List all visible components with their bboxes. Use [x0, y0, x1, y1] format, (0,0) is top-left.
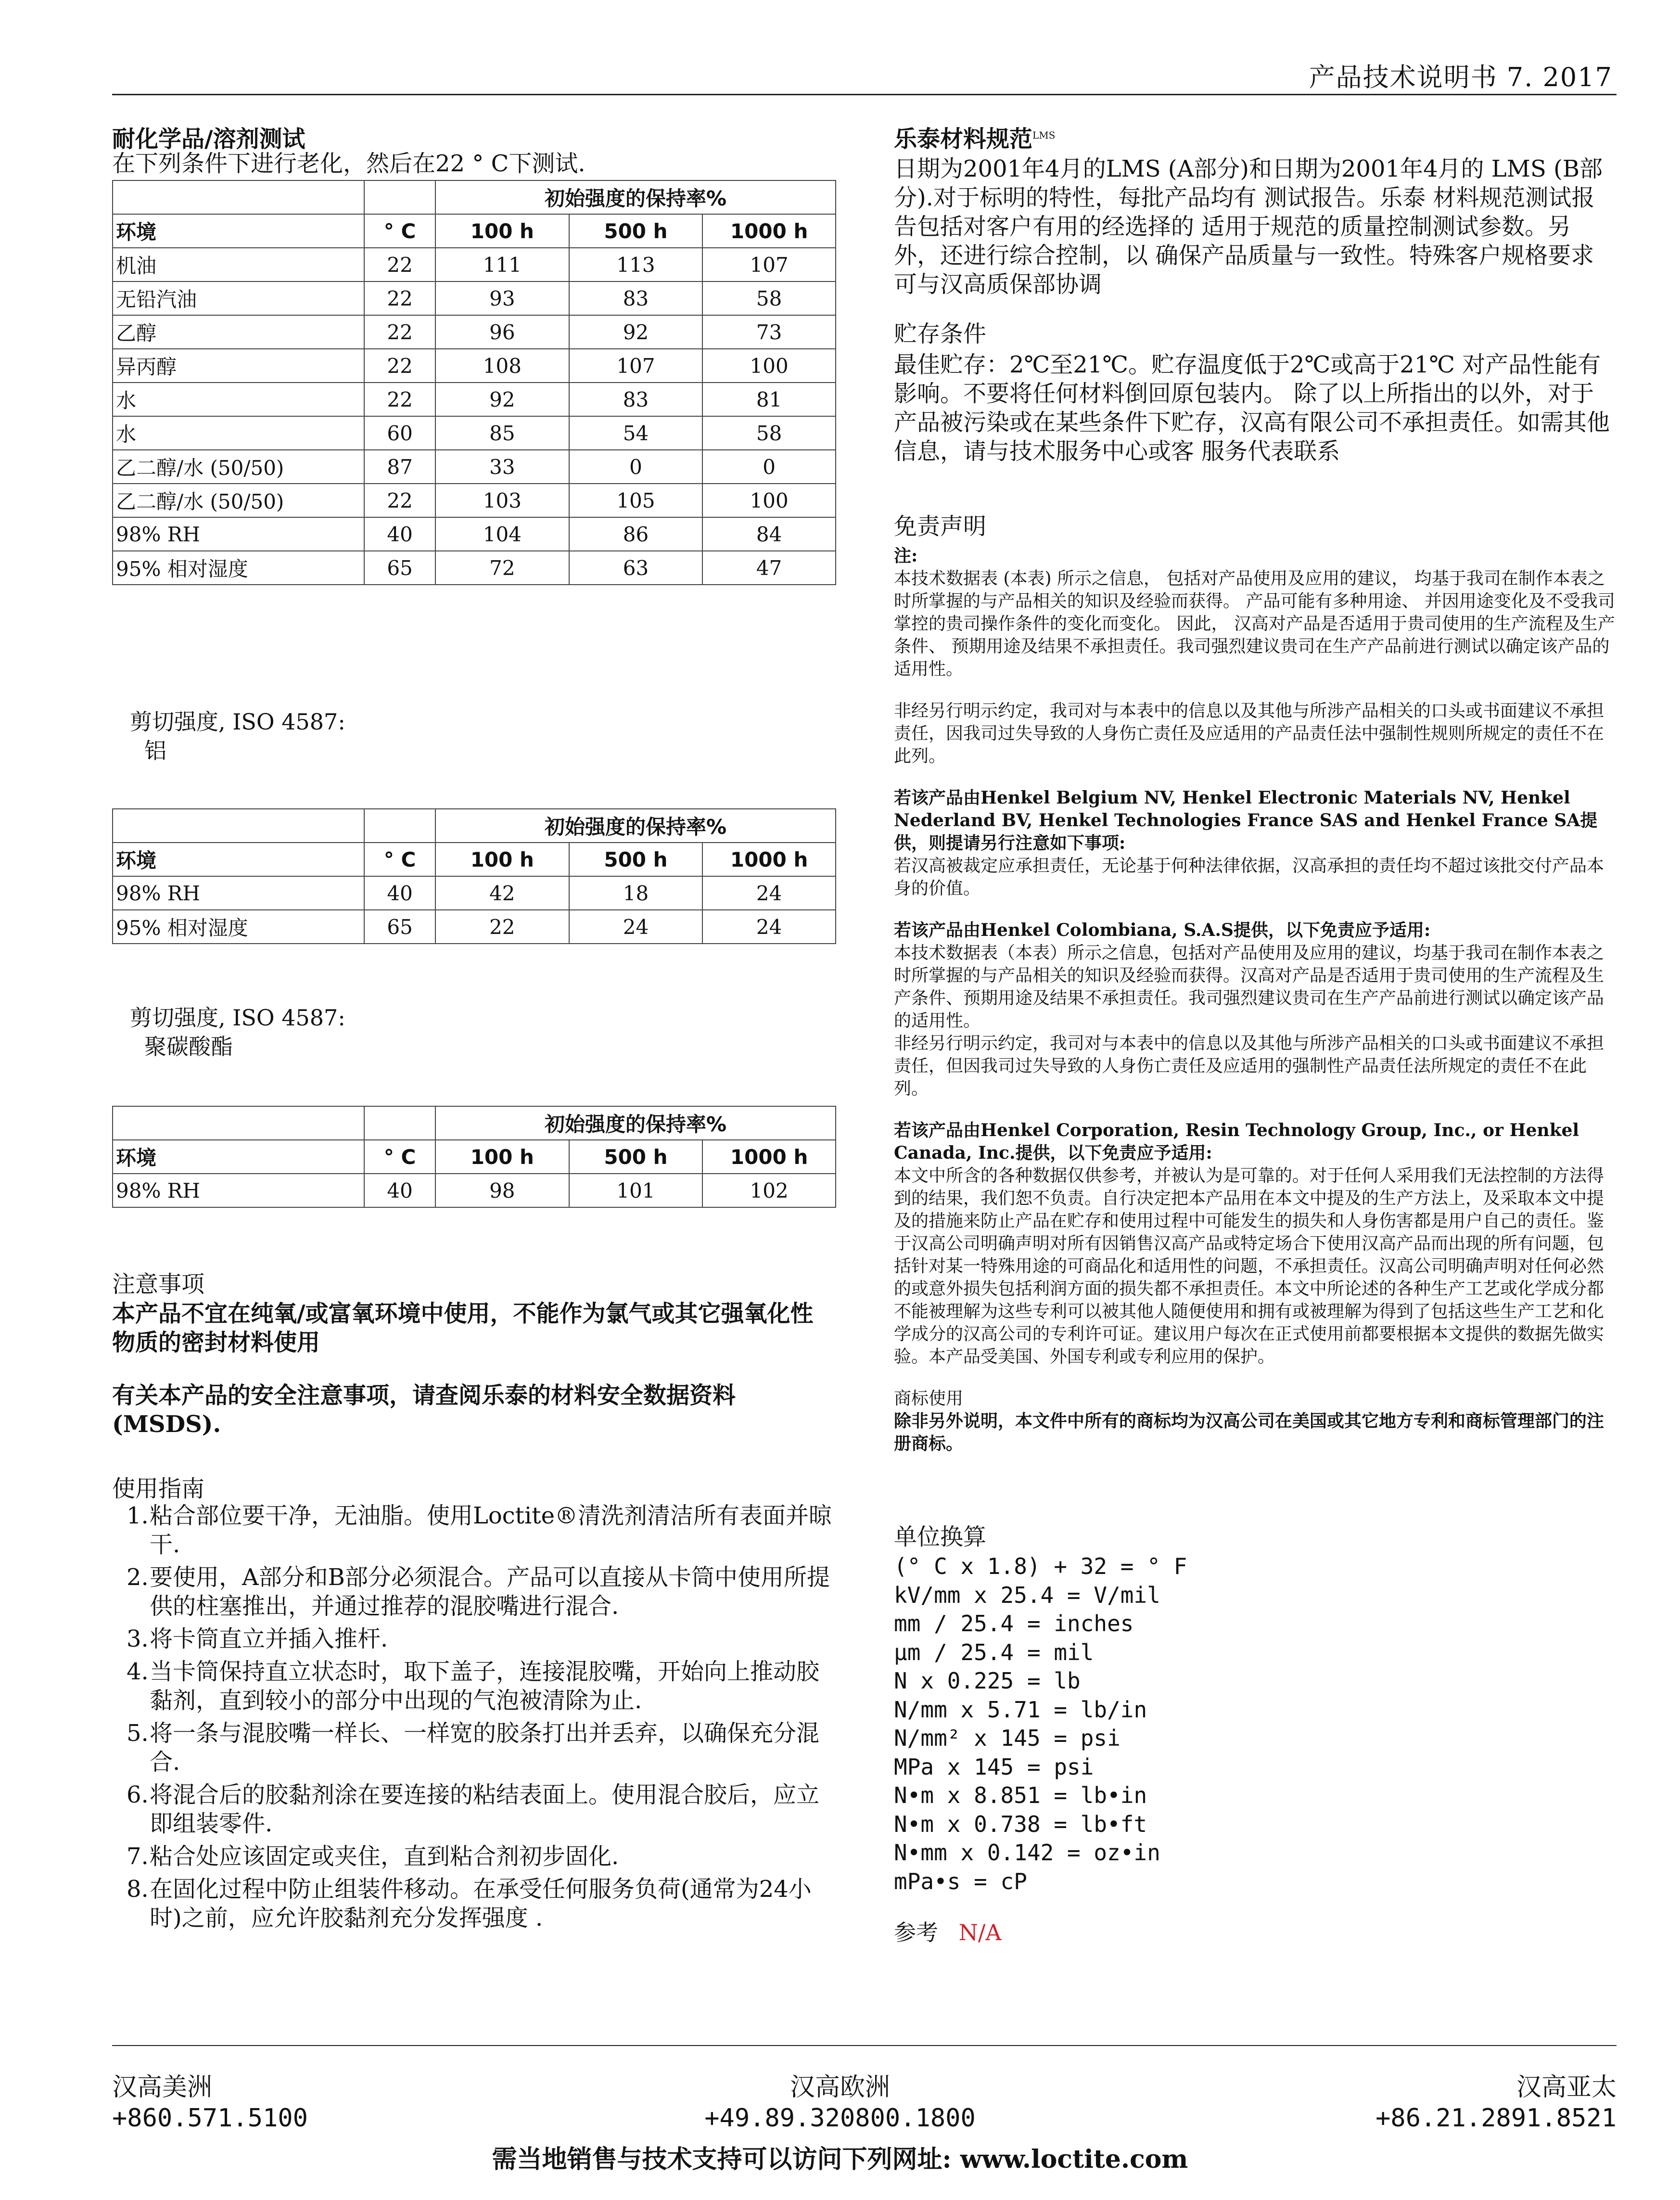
table-row	[113, 450, 836, 484]
cell-environment: 乙二醇/水 (50/50)	[113, 484, 364, 517]
disclaimer-paragraph-1: 本技术数据表 (本表) 所示之信息， 包括对产品使用及应用的建议， 均基于我司在制作本表之时所掌握的与产品相关的知识及经验而获得。 产品可能有多种用途、 并因用途变化及不受我司掌控的贵司操作条件的变化而变化。 因此， 汉高对产品是否适用于贵司使用的生产流程及生产条件、 预期用途及结果不承担责任。我司强烈建议贵司在生产产品前进行测试以确定该产品的适用性。	[894, 569, 1615, 679]
cell-value: 60	[364, 416, 435, 450]
col-header-temp: ° C	[364, 214, 435, 248]
guide-step-number: 8.	[127, 1876, 149, 1903]
cell-value: 102	[702, 1174, 836, 1207]
cell-value: 65	[364, 910, 435, 944]
footer-website-line: 需当地销售与技术支持可以访问下列网址: www.loctite.com	[492, 2145, 1188, 2174]
cell-value: 107	[702, 248, 836, 281]
footer-europe-label: 汉高欧洲	[789, 2073, 890, 2102]
disclaimer-us-text: 本文中所含的各种数据仅供参考，并被认为是可靠的。对于任何人采用我们无法控制的方法得到的结果，我们恕不负责。自行决定把本产品用在本文中提及的生产方法上，及采取本文中提及的措施来防止产品在贮存和使用过程中可能发生的损失和人身伤害都是用户自己的责任。鉴于汉高公司明确声明对所有因销售汉高产品或特定场合下使用汉高产品而出现的所有问题，包括针对某一特殊用途的可商品化和适用性的问题，不承担责任。汉高公司明确声明对任何必然的或意外损失包括利润方面的损失都不承担责任。本文中所论述的各种生产工艺或化学成分都不能被理解为这些专利可以被其他人随便使用和拥有或被理解为得到了包括这些生产工艺和化学成分的汉高公司的专利许可证。建议用户每次在正式使用前都要根据本文提供的数据先做实验。本产品受美国、外国专利或专利应用的保护。	[894, 1166, 1604, 1367]
col-header-temp: ° C	[364, 843, 435, 876]
table-row	[113, 349, 836, 383]
table-row	[113, 383, 836, 416]
guide-step-text: 要使用，A部分和B部分必须混合。产品可以直接从卡筒中使用所提供的柱塞推出，并通过推荐的混胶嘴进行混合.	[150, 1564, 830, 1620]
cell-value: 92	[435, 383, 569, 416]
cell-value: 24	[702, 876, 836, 910]
cell-value: 72	[435, 551, 569, 585]
table-row	[113, 910, 836, 944]
cell-value: 81	[702, 383, 836, 416]
disclaimer-eu-text: 若汉高被裁定应承担责任，无论基于何种法律依据，汉高承担的责任均不超过该批交付产品本身的价值。	[894, 856, 1604, 898]
table-row	[113, 484, 836, 517]
cell-value: 113	[569, 248, 703, 281]
cell-value: 63	[569, 551, 703, 585]
cell-environment: 98% RH	[113, 876, 364, 910]
guide-step-number: 3.	[127, 1625, 149, 1652]
guide-step-number: 7.	[127, 1843, 149, 1870]
substrate-polycarbonate: 聚碳酸酯	[144, 1034, 233, 1060]
lms-text: 日期为2001年4月的LMS (A部分)和日期为2001年4月的 LMS (B部分).对于标明的特性，每批产品均有 测试报告。乐泰 材料规范测试报告包括对客户有用的经选择的 适用于规范的质量控制测试参数。另外，还进行综合控制，以 确保产品质量与一致性。特殊客户规格要求可与汉高质保部协调	[894, 155, 1603, 298]
unit-conversion-line: kV/mm x 25.4 = V/mil	[894, 1582, 1160, 1608]
cell-value: 22	[364, 349, 435, 383]
guide-step-number: 2.	[127, 1564, 149, 1591]
guide-step	[112, 1624, 836, 1653]
cell-value: 40	[364, 517, 435, 551]
guide-title: 使用指南	[112, 1475, 205, 1502]
cell-value: 47	[702, 551, 836, 585]
guide-list-wrap	[112, 1501, 836, 1936]
storage-text: 最佳贮存：2℃至21℃。贮存温度低于2℃或高于21℃ 对产品性能有影响。不要将任何材料倒回原包装内。 除了以上所指出的以外，对于产品被污染或在某些条件下贮存，汉高有限公司不承担责任。如需其他信息，请与技术服务中心或客 服务代表联系	[894, 351, 1610, 465]
cell-value: 0	[702, 450, 836, 484]
col-header-1000h: 1000 h	[702, 843, 836, 876]
cell-environment: 乙醇	[113, 315, 364, 349]
col-header-env: 环境	[113, 1140, 364, 1174]
footer-americas-phone: +860.571.5100	[112, 2104, 308, 2133]
cell-value: 54	[569, 416, 703, 450]
cell-value: 42	[435, 876, 569, 910]
disclaimer-eu-heading: 若该产品由Henkel Belgium NV, Henkel Electronic Materials NV, Henkel Nederland BV, Henkel Technologies France SAS and Henkel France SA提供，则提请另行注意如下事项:	[894, 788, 1598, 853]
table-row	[113, 281, 836, 315]
unit-conversion-line: mPa•s = cP	[894, 1868, 1027, 1894]
reference-label: 参考	[894, 1919, 938, 1945]
table-row	[113, 551, 836, 585]
storage-section	[894, 315, 1616, 466]
disclaimer-colombia-heading: 若该产品由Henkel Colombiana, S.A.S提供，以下免责应予适用:	[894, 920, 1431, 940]
col-header-500h: 500 h	[569, 843, 703, 876]
cell-environment: 95% 相对湿度	[113, 910, 364, 944]
disclaimer-us-heading: 若该产品由Henkel Corporation, Resin Technology Group, Inc., or Henkel Canada, Inc.提供，以下免责应予适用:	[894, 1120, 1579, 1163]
guide-step-text: 将一条与混胶嘴一样长、一样宽的胶条打出并丢弃，以确保充分混合.	[150, 1720, 820, 1776]
guide-step-text: 在固化过程中防止组装件移动。在承受任何服务负荷(通常为24小时)之前，应允许胶黏剂充分发挥强度 .	[150, 1876, 812, 1931]
unit-conversion-line: μm / 25.4 = mil	[894, 1639, 1094, 1665]
table-row	[113, 1174, 836, 1207]
cell-value: 58	[702, 281, 836, 315]
cell-value: 22	[364, 315, 435, 349]
guide-step	[112, 1842, 836, 1871]
guide-step	[112, 1657, 836, 1715]
cell-value: 104	[435, 517, 569, 551]
guide-step	[112, 1875, 836, 1932]
storage-title: 贮存条件	[894, 320, 987, 347]
substrate-aluminum: 铝	[144, 738, 166, 764]
disclaimer-colombia-text-1: 本技术数据表（本表）所示之信息，包括对产品使用及应用的建议，均基于我司在制作本表之时所掌握的与产品相关的知识及经验而获得。汉高对产品是否适用于贵司使用的生产流程及生产条件、预期用途及结果不承担责任。我司强烈建议贵司在生产产品前进行测试以确定该产品的适用性。	[894, 943, 1604, 1031]
col-header-temp: ° C	[364, 1140, 435, 1174]
guide-list	[112, 1501, 836, 1932]
col-header-1000h: 1000 h	[702, 1140, 836, 1174]
table-row	[113, 876, 836, 910]
cell-value: 22	[435, 910, 569, 944]
guide-step-number: 1.	[127, 1502, 149, 1529]
footer-asia-label: 汉高亚太	[1516, 2073, 1616, 2102]
cell-value: 92	[569, 315, 703, 349]
col-header-1000h: 1000 h	[702, 214, 836, 248]
cell-value: 93	[435, 281, 569, 315]
shear-strength-label: 剪切强度, ISO 4587:	[130, 1005, 345, 1031]
footer-asia-phone: +86.21.2891.8521	[1375, 2104, 1616, 2133]
disclaimer-colombia-text-2: 非经另行明示约定，我司对与本表中的信息以及其他与所涉产品相关的口头或书面建议不承担责任，但因我司过失导致的人身伤亡责任及应适用的强制性产品责任法所规定的责任不在此列。	[894, 1034, 1604, 1099]
resistance-table-3	[112, 1106, 836, 1208]
cell-value: 100	[702, 484, 836, 517]
cell-value: 22	[364, 383, 435, 416]
lms-title: 乐泰材料规范	[894, 126, 1033, 153]
cell-value: 83	[569, 383, 703, 416]
cell-value: 40	[364, 1174, 435, 1207]
cell-environment: 异丙醇	[113, 349, 364, 383]
cell-value: 33	[435, 450, 569, 484]
guide-step	[112, 1719, 836, 1777]
table-span-header: 初始强度的保持率%	[435, 1106, 836, 1140]
chem-test-title: 耐化学品/溶剂测试	[112, 126, 305, 153]
cell-value: 108	[435, 349, 569, 383]
unit-conversion-line: MPa x 145 = psi	[894, 1753, 1094, 1780]
cell-value: 101	[569, 1174, 703, 1207]
cautions-text-oxygen: 本产品不宜在纯氧/或富氧环境中使用，不能作为氯气或其它强氧化性物质的密封材料使用	[112, 1300, 814, 1356]
unit-conversion-line: N/mm x 5.71 = lb/in	[894, 1696, 1147, 1723]
trademark-title: 商标使用	[894, 1389, 964, 1408]
col-header-500h: 500 h	[569, 1140, 703, 1174]
cell-value: 103	[435, 484, 569, 517]
table-row	[113, 315, 836, 349]
cell-value: 24	[569, 910, 703, 944]
guide-step-number: 4.	[127, 1658, 149, 1685]
cell-value: 111	[435, 248, 569, 281]
unit-conversion-line: N•mm x 0.142 = oz•in	[894, 1840, 1160, 1866]
guide-step-number: 6.	[127, 1781, 149, 1808]
table-span-header: 初始强度的保持率%	[435, 809, 836, 843]
table-row	[113, 248, 836, 281]
footer-europe-phone: +49.89.320800.1800	[704, 2104, 976, 2133]
cautions-title: 注意事项	[112, 1271, 205, 1298]
resistance-table-1	[112, 180, 836, 585]
footer-americas-label: 汉高美洲	[112, 2073, 213, 2102]
lms-superscript: LMS	[1032, 129, 1056, 141]
cell-value: 96	[435, 315, 569, 349]
col-header-100h: 100 h	[435, 1140, 569, 1174]
cell-value: 100	[702, 349, 836, 383]
col-header-env: 环境	[113, 214, 364, 248]
col-header-100h: 100 h	[435, 843, 569, 876]
reference-value: N/A	[958, 1919, 1002, 1945]
units-list	[894, 1552, 1616, 1896]
cell-value: 22	[364, 281, 435, 315]
cell-value: 107	[569, 349, 703, 383]
disclaimer-note-label: 注:	[894, 546, 918, 566]
guide-step-text: 将卡筒直立并插入推杆.	[150, 1625, 388, 1652]
col-header-100h: 100 h	[435, 214, 569, 248]
header-rule	[112, 94, 1616, 95]
cell-value: 98	[435, 1174, 569, 1207]
guide-step-text: 粘合处应该固定或夹住，直到粘合剂初步固化.	[150, 1843, 619, 1870]
cell-environment: 98% RH	[113, 517, 364, 551]
cell-environment: 98% RH	[113, 1174, 364, 1207]
guide-step	[112, 1501, 836, 1559]
shear-strength-label: 剪切强度, ISO 4587:	[130, 709, 345, 735]
col-header-500h: 500 h	[569, 214, 703, 248]
guide-step-text: 将混合后的胶黏剂涂在要连接的粘结表面上。使用混合胶后，应立即组装零件.	[150, 1781, 820, 1837]
cell-value: 86	[569, 517, 703, 551]
cell-value: 24	[702, 910, 836, 944]
cell-value: 73	[702, 315, 836, 349]
trademark-text: 除非另外说明，本文件中所有的商标均为汉高公司在美国或其它地方专利和商标管理部门的注册商标。	[894, 1411, 1604, 1454]
cell-value: 105	[569, 484, 703, 517]
cell-value: 18	[569, 876, 703, 910]
unit-conversion-line: N•m x 8.851 = lb•in	[894, 1782, 1147, 1808]
footer-rule	[112, 2045, 1616, 2046]
cell-value: 85	[435, 416, 569, 450]
units-section	[894, 1518, 1616, 1947]
cell-value: 65	[364, 551, 435, 585]
cell-environment: 水	[113, 416, 364, 450]
cell-environment: 乙二醇/水 (50/50)	[113, 450, 364, 484]
cell-value: 22	[364, 484, 435, 517]
cautions-text-msds: 有关本产品的安全注意事项，请查阅乐泰的材料安全数据资料(MSDS).	[112, 1382, 736, 1438]
cell-environment: 水	[113, 383, 364, 416]
chem-test-subtitle: 在下列条件下进行老化，然后在22 ° C下测试.	[112, 150, 585, 177]
col-header-env: 环境	[113, 843, 364, 876]
lms-section	[894, 120, 1616, 299]
unit-conversion-line: N•m x 0.738 = lb•ft	[894, 1811, 1147, 1837]
cell-value: 22	[364, 248, 435, 281]
cell-value: 83	[569, 281, 703, 315]
guide-step-text: 粘合部位要干净，无油脂。使用Loctite®清洗剂清洁所有表面并晾干.	[150, 1502, 832, 1558]
guide-step	[112, 1780, 836, 1838]
document-title: 产品技术说明书 7. 2017	[1309, 62, 1613, 92]
guide-step-number: 5.	[127, 1720, 149, 1747]
cell-value: 87	[364, 450, 435, 484]
cell-value: 40	[364, 876, 435, 910]
cell-value: 0	[569, 450, 703, 484]
table-span-header: 初始强度的保持率%	[435, 180, 836, 214]
disclaimer-title: 免责声明	[894, 513, 987, 540]
units-title: 单位换算	[894, 1523, 987, 1550]
guide-step	[112, 1563, 836, 1621]
cell-environment: 机油	[113, 248, 364, 281]
cell-environment: 无铅汽油	[113, 281, 364, 315]
cell-environment: 95% 相对湿度	[113, 551, 364, 585]
unit-conversion-line: (° C x 1.8) + 32 = ° F	[894, 1553, 1187, 1579]
cell-value: 84	[702, 517, 836, 551]
guide-step-text: 当卡筒保持直立状态时，取下盖子，连接混胶嘴，开始向上推动胶黏剂，直到较小的部分中出现的气泡被清除为止.	[150, 1658, 820, 1714]
disclaimer-paragraph-2: 非经另行明示约定，我司对与本表中的信息以及其他与所涉产品相关的口头或书面建议不承担责任，因我司过失导致的人身伤亡责任及应适用的产品责任法中强制性规则所规定的责任不在此列。	[894, 701, 1604, 766]
resistance-table-2	[112, 808, 836, 944]
table-row	[113, 416, 836, 450]
disclaimer-section	[894, 508, 1616, 1455]
unit-conversion-line: N x 0.225 = lb	[894, 1668, 1081, 1694]
table-row	[113, 517, 836, 551]
unit-conversion-line: mm / 25.4 = inches	[894, 1611, 1134, 1637]
unit-conversion-line: N/mm² x 145 = psi	[894, 1725, 1120, 1751]
cell-value: 58	[702, 416, 836, 450]
